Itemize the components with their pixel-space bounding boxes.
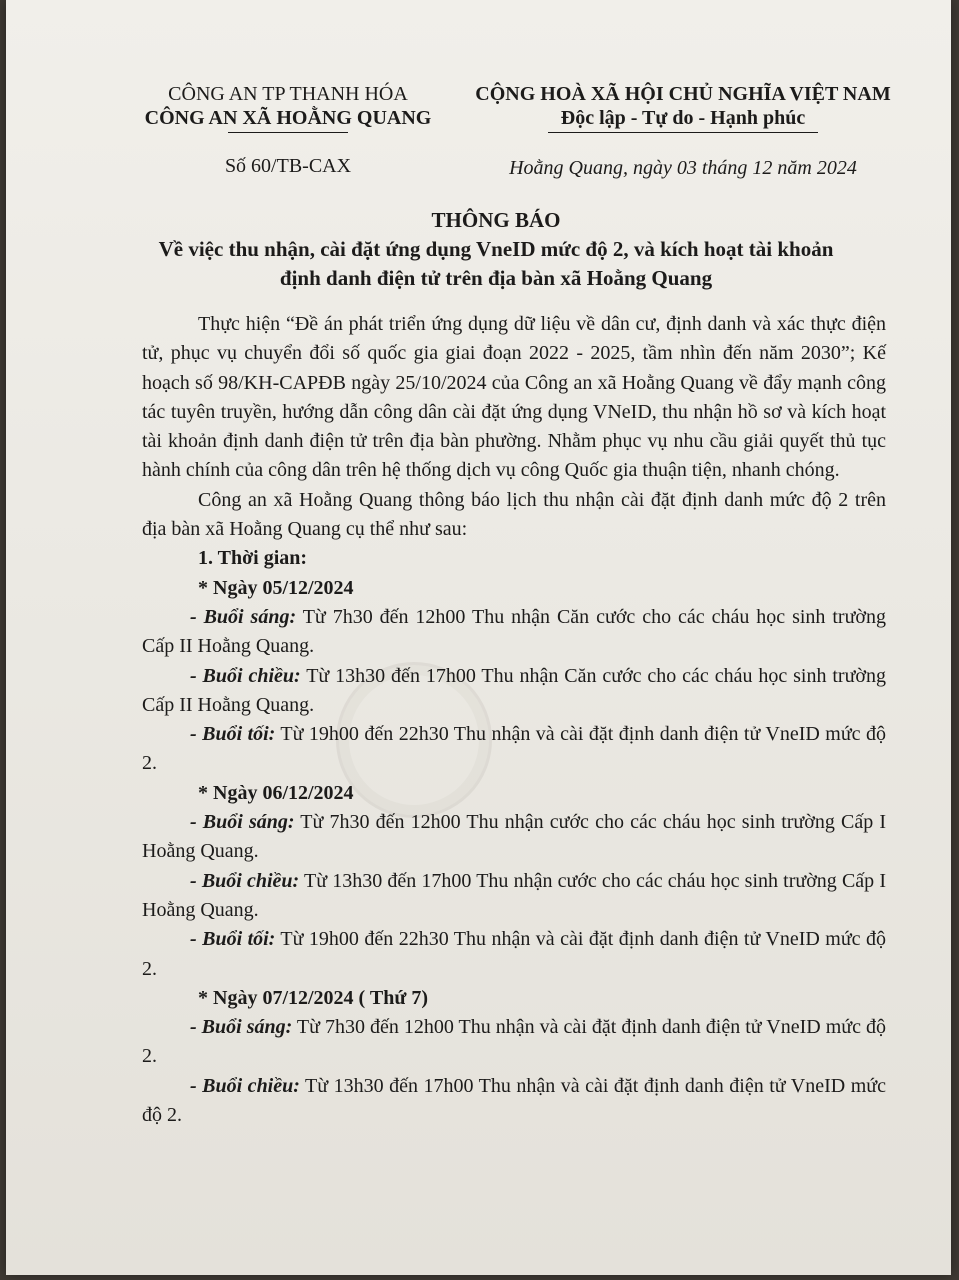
title-main: THÔNG BÁO xyxy=(431,208,561,232)
issuing-agency-block xyxy=(130,82,446,133)
schedule-item-label: - Buổi tối: xyxy=(190,928,276,951)
document-title xyxy=(106,206,886,293)
day-heading: * Ngày 05/12/2024 xyxy=(198,576,354,599)
schedule-item-label: - Buổi sáng: xyxy=(190,811,295,834)
schedule-item xyxy=(142,1013,886,1072)
document-body xyxy=(142,310,886,1130)
schedule-item-label: - Buổi chiều: xyxy=(190,664,301,687)
paragraph-intro: Thực hiện “Đề án phát triển ứng dụng dữ liệu về dân cư, định danh và xác thực điện tử, phục vụ chuyển đổi số quốc gia giai đoạn 2022 - 2025, tầm nhìn đến năm 2030”; Kế hoạch số 98/KH-CAPĐB ngày 25/10/2024 của Công an xã Hoằng Quang về đẩy mạnh công tác tuyên truyền, hướng dẫn công dân cài đặt ứng dụng VNeID, thu nhận hồ sơ và kích hoạt tài khoản định danh điện tử trên địa bàn phường. Nhằm phục vụ nhu cầu giải quyết thủ tục hành chính của công dân trên hệ thống dịch vụ công Quốc gia thuận tiện, nhanh chóng. xyxy=(142,313,886,482)
day-heading: * Ngày 07/12/2024 ( Thứ 7) xyxy=(198,986,428,1009)
document-number: Số 60/TB-CAX xyxy=(224,155,352,177)
day-heading: * Ngày 06/12/2024 xyxy=(198,781,354,804)
schedule-item-text: Từ 7h30 đến 12h00 Thu nhận cước cho các cháu học sinh trường Cấp I Hoằng Quang. xyxy=(142,811,886,863)
schedule-item-text: Từ 13h30 đến 17h00 Thu nhận Căn cước cho các cháu học sinh trường Cấp II Hoằng Quang. xyxy=(142,664,886,716)
schedule-item xyxy=(142,867,886,926)
schedule-item-text: Từ 13h30 đến 17h00 Thu nhận và cài đặt định danh điện tử VneID mức độ 2. xyxy=(142,1074,886,1127)
agency-underline xyxy=(228,132,348,133)
schedule-item-label: - Buổi sáng: xyxy=(190,1016,293,1039)
section-heading-time: 1. Thời gian: xyxy=(198,547,308,570)
schedule-item-text: Từ 19h00 đến 22h30 Thu nhận và cài đặt định danh điện tử VneID mức độ 2. xyxy=(142,723,886,775)
schedule-item-label: - Buổi chiều: xyxy=(190,1074,300,1097)
schedule-item-text: Từ 7h30 đến 12h00 Thu nhận và cài đặt định danh điện tử VneID mức độ 2. xyxy=(142,1016,887,1068)
schedule-item-text: Từ 7h30 đến 12h00 Thu nhận Căn cước cho các cháu học sinh trường Cấp II Hoằng Quang. xyxy=(142,605,886,658)
schedule-item xyxy=(142,662,886,721)
title-sub-line2: định danh điện tử trên địa bàn xã Hoằng Quang xyxy=(279,266,713,290)
document-page xyxy=(6,0,951,1275)
schedule-item-text: Từ 13h30 đến 17h00 Thu nhận cước cho các cháu học sinh trường Cấp I Hoằng Quang. xyxy=(142,869,886,921)
agency-parent: CÔNG AN TP THANH HÓA xyxy=(168,83,408,105)
schedule-item-label: - Buổi sáng: xyxy=(190,605,297,628)
schedule-item xyxy=(142,925,886,984)
agency-name: CÔNG AN XÃ HOẰNG QUANG xyxy=(144,107,432,129)
nation-name: CỘNG HOÀ XÃ HỘI CHỦ NGHĨA VIỆT NAM xyxy=(475,83,891,105)
schedule-item-label: - Buổi tối: xyxy=(190,723,276,746)
schedule-item xyxy=(142,1072,886,1131)
schedule-item xyxy=(142,720,886,779)
national-header-block xyxy=(458,82,908,133)
schedule-item-text: Từ 19h00 đến 22h30 Thu nhận và cài đặt định danh điện tử VneID mức độ 2. xyxy=(142,928,886,980)
title-sub-line1: Về việc thu nhận, cài đặt ứng dụng VneID mức độ 2, và kích hoạt tài khoản xyxy=(158,237,834,261)
schedule-item xyxy=(142,808,886,867)
paragraph-announcement: Công an xã Hoằng Quang thông báo lịch thu nhận cài đặt định danh mức độ 2 trên địa bàn xã Hoằng Quang cụ thể như sau: xyxy=(142,488,886,541)
schedule-item xyxy=(142,603,886,662)
national-motto: Độc lập - Tự do - Hạnh phúc xyxy=(560,107,806,129)
motto-underline xyxy=(548,132,818,133)
schedule-item-label: - Buổi chiều: xyxy=(190,869,300,892)
place-date: Hoằng Quang, ngày 03 tháng 12 năm 2024 xyxy=(509,157,857,179)
